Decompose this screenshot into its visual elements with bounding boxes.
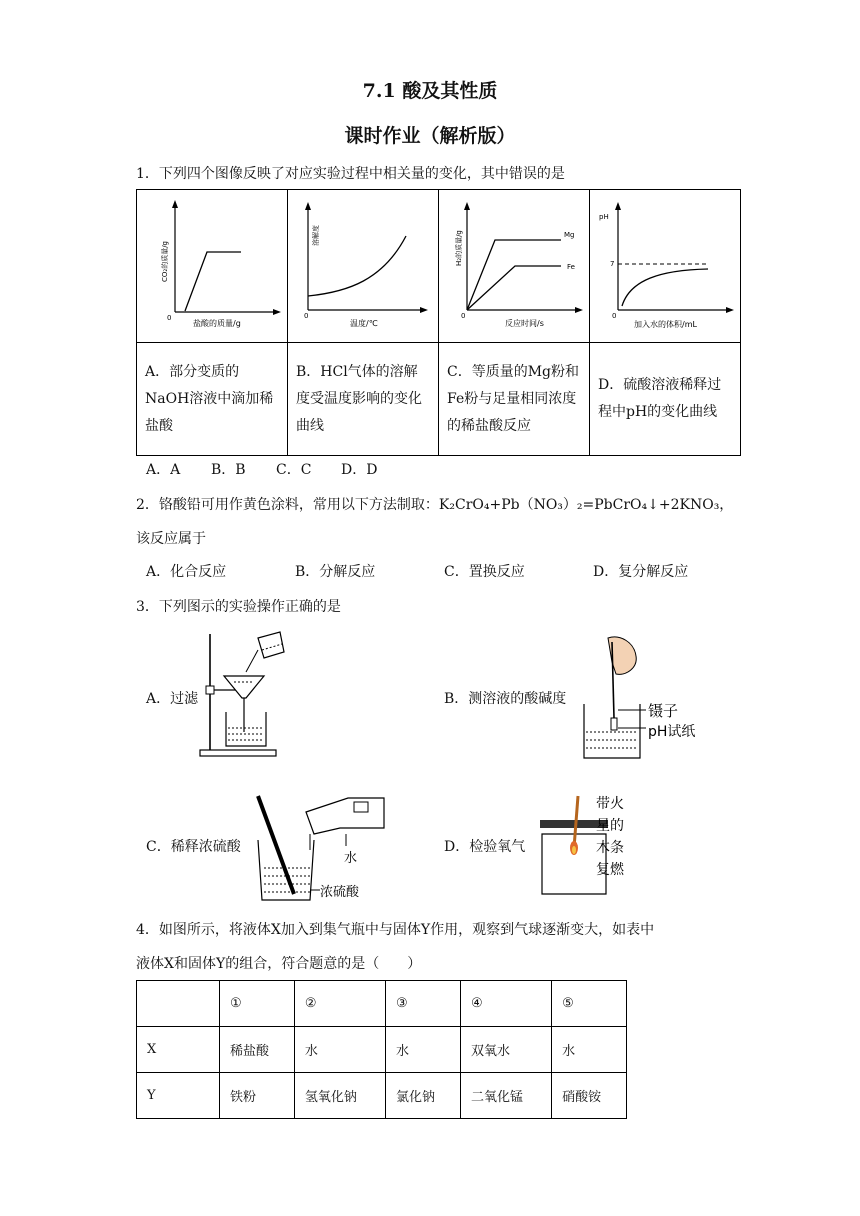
q1-option-d: D．D <box>341 462 378 478</box>
q1-option-b: B．B <box>211 462 246 478</box>
q2-stem-a: 2．铬酸铅可用作黄色涂料，常用以下方法制取： <box>136 497 439 513</box>
graph-a-xlabel: 盐酸的质量/g <box>193 319 241 328</box>
graph-d-origin: 0 <box>612 312 617 320</box>
q2-option-a: A．化合反应 <box>146 564 227 580</box>
page-title: 7.1 酸及其性质 <box>362 80 498 102</box>
graph-c-ylabel: H₂的质量/g <box>455 230 463 266</box>
table-row <box>137 1027 627 1073</box>
label-splint-1: 带火 <box>596 796 624 812</box>
q1-caption-c: C．等质量的Mg粉和Fe粉与足量相同浓度的稀盐酸反应 <box>439 343 590 456</box>
q1-caption-d: D．硫酸溶液稀释过程中pH的变化曲线 <box>590 343 741 456</box>
q2-stem <box>136 494 733 514</box>
q3-option-d: D．检验氧气 <box>444 839 526 855</box>
label-conc-acid: 浓硫酸 <box>320 885 360 900</box>
table-cell: 双氧水 <box>460 1027 551 1073</box>
q2-option-d: D．复分解反应 <box>593 564 689 580</box>
q4-stem-b: 液体X和固体Y的组合，符合题意的是（ ） <box>136 956 422 972</box>
table-cell: ④ <box>460 981 551 1027</box>
graph-a-curve <box>185 252 241 311</box>
q3-stem: 3．下列图示的实验操作正确的是 <box>136 599 341 615</box>
label-splint-4: 复燃 <box>596 862 624 878</box>
label-splint-2: 星的 <box>596 818 624 834</box>
graph-c-origin: 0 <box>461 312 466 320</box>
graph-d-svg <box>590 190 740 338</box>
table-cell: ⑤ <box>552 981 627 1027</box>
table-cell: 硝酸铵 <box>552 1073 627 1119</box>
graph-d-curve <box>622 269 708 306</box>
label-water: 水 <box>344 851 358 866</box>
table-cell: ③ <box>386 981 461 1027</box>
q1-graph-c <box>439 190 590 343</box>
q1-graph-a <box>137 190 288 343</box>
graph-b-origin: 0 <box>304 312 309 320</box>
q1-graph-d <box>590 190 741 343</box>
table-row <box>137 981 627 1027</box>
table-cell: ① <box>220 981 295 1027</box>
graph-d-ylabel: pH <box>599 213 609 221</box>
q4-table <box>136 980 627 1119</box>
label-splint-3: 木条 <box>596 840 624 856</box>
oxygen-test-illustration <box>534 790 658 896</box>
table-cell: Y <box>137 1073 220 1119</box>
graph-c-series-mg <box>467 240 561 310</box>
q4-stem-a: 4．如图所示，将液体X加入到集气瓶中与固体Y作用，观察到气球逐渐变大，如表中 <box>136 922 655 938</box>
graph-b-curve <box>308 236 406 296</box>
graph-c-label-fe: Fe <box>567 263 575 271</box>
q1-option-a: A．A <box>146 462 181 478</box>
q1-graph-table <box>136 189 741 456</box>
table-cell: 水 <box>294 1027 385 1073</box>
table-cell: ② <box>294 981 385 1027</box>
graph-d-xlabel: 加入水的体积/mL <box>634 320 697 329</box>
label-ph-paper: pH试纸 <box>648 724 696 740</box>
table-cell: 二氧化锰 <box>460 1073 551 1119</box>
graph-c-label-mg: Mg <box>564 231 575 239</box>
q3-option-b: B．测溶液的酸碱度 <box>444 691 567 707</box>
ph-test-illustration <box>578 634 708 762</box>
q3-option-c: C．稀释浓硫酸 <box>146 839 241 855</box>
filtration-illustration <box>198 628 290 760</box>
table-cell: 稀盐酸 <box>220 1027 295 1073</box>
graph-c-svg <box>439 190 589 338</box>
table-cell: X <box>137 1027 220 1073</box>
label-tweezers: 镊子 <box>648 702 679 720</box>
graph-c-xlabel: 反应时间/s <box>505 319 544 328</box>
table-cell: 氢氧化钠 <box>294 1073 385 1119</box>
table-cell: 水 <box>552 1027 627 1073</box>
graph-a-ylabel: CO₂的质量/g <box>161 240 169 282</box>
dilution-illustration <box>248 790 390 904</box>
graph-c-series-fe <box>467 266 561 310</box>
q2-option-c: C．置换反应 <box>444 564 525 580</box>
q2-stem-b: 该反应属于 <box>136 531 206 547</box>
q1-graph-b <box>288 190 439 343</box>
graph-b-xlabel: 温度/℃ <box>350 319 378 328</box>
table-cell: 水 <box>386 1027 461 1073</box>
graph-a-svg <box>137 190 287 338</box>
graph-d-ref-label: 7 <box>610 260 615 268</box>
graph-b-ylabel: 溶解度 <box>312 225 320 246</box>
graph-b-svg <box>288 190 438 338</box>
q2-option-b: B．分解反应 <box>295 564 376 580</box>
q3-option-a: A．过滤 <box>146 691 199 707</box>
q2-formula: K₂CrO₄+Pb（NO₃）₂=PbCrO₄↓+2KNO₃， <box>438 497 734 513</box>
q1-option-c: C．C <box>276 462 312 478</box>
table-cell: 氯化钠 <box>386 1073 461 1119</box>
q1-caption-b: B．HCl气体的溶解度受温度影响的变化曲线 <box>288 343 439 456</box>
table-cell: 铁粉 <box>220 1073 295 1119</box>
table-cell <box>137 981 220 1027</box>
table-row <box>137 1073 627 1119</box>
page-subtitle: 课时作业（解析版） <box>344 125 516 147</box>
q1-stem: 1．下列四个图像反映了对应实验过程中相关量的变化，其中错误的是 <box>136 166 565 182</box>
q1-caption-a: A．部分变质的NaOH溶液中滴加稀盐酸 <box>137 343 288 456</box>
graph-a-origin: 0 <box>167 314 172 322</box>
